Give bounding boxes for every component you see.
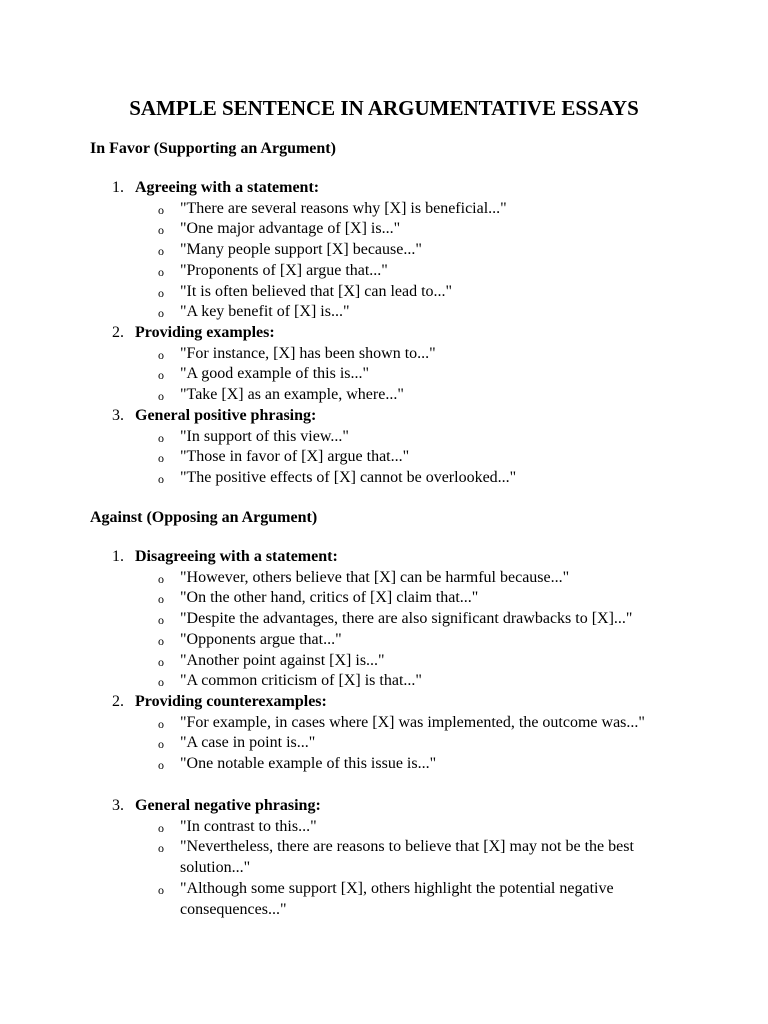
list-item-text: "It is often believed that [X] can lead to..."	[180, 282, 453, 300]
list-item-text: "There are several reasons why [X] is beneficial..."	[180, 199, 507, 217]
bullet-icon: o	[158, 223, 164, 238]
bullet-icon: o	[158, 244, 164, 259]
list-item-text: "One major advantage of [X] is..."	[180, 220, 401, 238]
list-item	[90, 733, 710, 754]
list-item-text: "In contrast to this..."	[180, 817, 317, 835]
list-item	[90, 588, 710, 609]
list-item	[90, 671, 710, 692]
item-number: 3.	[112, 407, 124, 424]
list-item-text: "Those in favor of [X] argue that..."	[180, 448, 410, 466]
list-item-text: "A key benefit of [X] is..."	[180, 303, 350, 321]
bullet-icon: o	[158, 737, 164, 752]
bullet-icon: o	[158, 592, 164, 607]
list-item	[90, 754, 710, 775]
list-item	[90, 447, 710, 468]
bullet-icon: o	[158, 451, 164, 466]
list-item-text: "Take [X] as an example, where..."	[180, 386, 404, 404]
list-item	[90, 282, 710, 303]
list-item-text: "One notable example of this issue is..."	[180, 755, 437, 773]
list-item-text: "A common criticism of [X] is that..."	[180, 672, 422, 690]
bullet-icon: o	[158, 841, 164, 856]
item-number: 2.	[112, 693, 124, 710]
list-item	[90, 261, 710, 282]
bullet-icon: o	[158, 430, 164, 445]
list-item	[90, 344, 710, 365]
list-item-text: "Opponents argue that..."	[180, 630, 342, 648]
list-item-text: "On the other hand, critics of [X] claim that..."	[180, 589, 479, 607]
list-item	[90, 219, 710, 240]
list-item	[90, 651, 710, 672]
item-label: General negative phrasing:	[135, 797, 321, 814]
sub-list	[90, 427, 710, 489]
list-item-text: "Nevertheless, there are reasons to believe that [X] may not be the best solution..."	[180, 838, 634, 877]
bullet-icon: o	[158, 285, 164, 300]
document-title: SAMPLE SENTENCE IN ARGUMENTATIVE ESSAYS	[129, 96, 639, 120]
list-item	[90, 609, 710, 630]
item-number: 3.	[112, 797, 124, 814]
bullet-icon: o	[158, 347, 164, 362]
sub-list	[90, 199, 710, 323]
bullet-icon: o	[158, 675, 164, 690]
bullet-icon: o	[158, 368, 164, 383]
list-item	[90, 837, 710, 878]
list-item-text: "Proponents of [X] argue that..."	[180, 261, 388, 279]
bullet-icon: o	[158, 306, 164, 321]
bullet-icon: o	[158, 389, 164, 404]
list-item-text: "Despite the advantages, there are also significant drawbacks to [X]..."	[180, 610, 633, 628]
list-item-text: "Although some support [X], others highlight the potential negative consequences..."	[180, 879, 614, 918]
bullet-icon: o	[158, 654, 164, 669]
section-heading-against: Against (Opposing an Argument)	[90, 509, 318, 526]
sub-list	[90, 344, 710, 406]
bullet-icon: o	[158, 472, 164, 487]
bullet-icon: o	[158, 882, 164, 897]
section-heading-in-favor: In Favor (Supporting an Argument)	[90, 140, 336, 157]
sub-list	[90, 568, 710, 692]
list-item	[90, 817, 710, 838]
list-item	[90, 364, 710, 385]
bullet-icon: o	[158, 758, 164, 773]
list-item-text: "The positive effects of [X] cannot be overlooked..."	[180, 469, 517, 487]
list-item	[90, 385, 710, 406]
item-number: 1.	[112, 548, 124, 565]
list-item	[90, 879, 710, 920]
list-item-text: "For example, in cases where [X] was implemented, the outcome was..."	[180, 713, 645, 731]
bullet-icon: o	[158, 571, 164, 586]
list-item	[90, 302, 710, 323]
list-item	[90, 568, 710, 589]
list-item-text: "However, others believe that [X] can be harmful because..."	[180, 568, 570, 586]
bullet-icon: o	[158, 633, 164, 648]
item-label: General positive phrasing:	[135, 407, 317, 424]
item-label: Providing counterexamples:	[135, 693, 327, 710]
list-item	[90, 713, 710, 734]
item-label: Providing examples:	[135, 324, 275, 341]
list-item-text: "Many people support [X] because..."	[180, 241, 422, 259]
bullet-icon: o	[158, 613, 164, 628]
bullet-icon: o	[158, 716, 164, 731]
list-item	[90, 630, 710, 651]
item-label: Disagreeing with a statement:	[135, 548, 338, 565]
sub-list	[90, 713, 710, 775]
bullet-icon: o	[158, 264, 164, 279]
list-item	[90, 427, 710, 448]
list-item-text: "A case in point is..."	[180, 734, 316, 752]
list-item	[90, 240, 710, 261]
item-number: 1.	[112, 179, 124, 196]
list-item-text: "For instance, [X] has been shown to..."	[180, 344, 436, 362]
bullet-icon: o	[158, 820, 164, 835]
list-item-text: "In support of this view..."	[180, 427, 349, 445]
sub-list	[90, 817, 710, 921]
list-item	[90, 468, 710, 489]
list-item-text: "A good example of this is..."	[180, 365, 370, 383]
list-item	[90, 199, 710, 220]
bullet-icon: o	[158, 202, 164, 217]
item-label: Agreeing with a statement:	[135, 179, 320, 196]
item-number: 2.	[112, 324, 124, 341]
list-item-text: "Another point against [X] is..."	[180, 651, 385, 669]
